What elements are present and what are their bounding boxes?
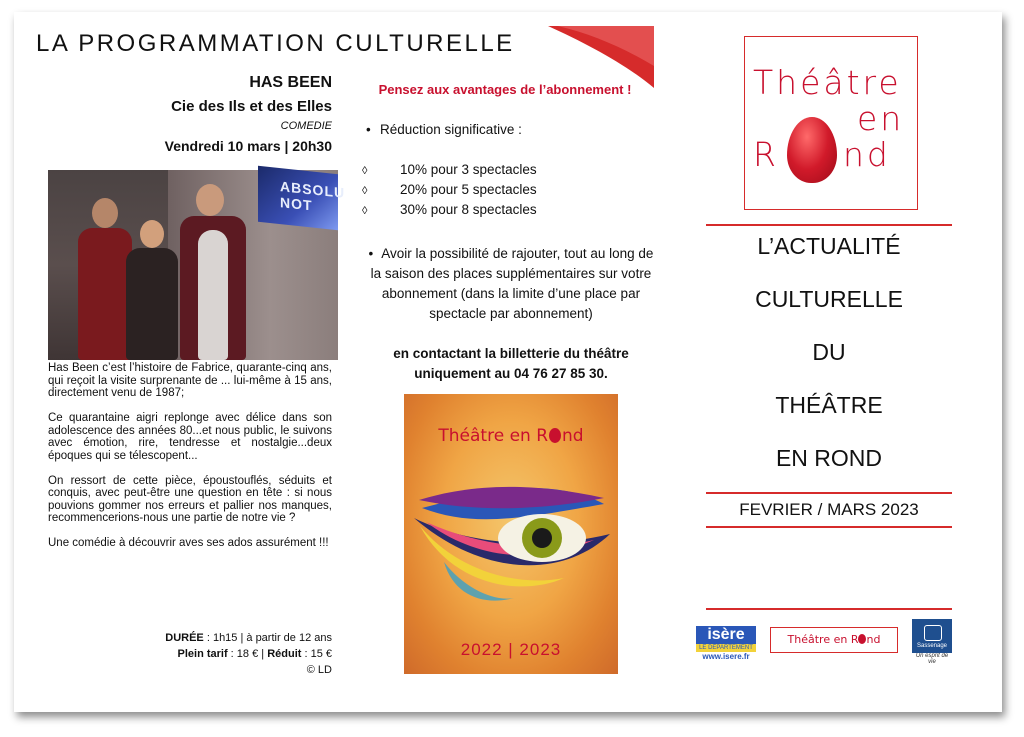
cover-line: EN ROND	[775, 445, 883, 471]
cover-line: THÉÂTRE	[775, 392, 883, 418]
photo-credit: © LD	[306, 664, 332, 676]
show-date: Vendredi 10 mars | 20h30	[164, 138, 332, 154]
season-poster	[404, 394, 618, 674]
show-photo	[48, 170, 346, 360]
red-egg-icon	[787, 117, 837, 183]
isere-logo: isère LE DÉPARTEMENT www.isere.fr	[696, 626, 756, 658]
brochure-sheet	[14, 12, 1002, 712]
extra-places-text: • Avoir la possibilité de rajouter, tout au long de la saison des places supplémentaires sur votre abonnement (dans la limite d’une place par spectacle par abonnement)	[368, 246, 654, 321]
logo-word-theatre: Théâtre	[753, 63, 902, 102]
show-genre: COMEDIE	[280, 120, 332, 132]
logo-word-nd: nd	[843, 135, 891, 174]
divider	[706, 526, 952, 528]
logo-word-en: en	[857, 99, 905, 138]
description-paragraph: On ressort de cette pièce, époustouflés, séduits et conquis, avec peut-être une question en tête : si nous pouvions gommer nos erreurs et pallier nos manques, recommencerions-nous une partie de notre vie ?	[48, 474, 332, 524]
cover-line: CULTURELLE	[755, 286, 903, 312]
description-paragraph: Ce quarantaine aigri replonge avec délice dans son adolescence des années 80...et nous public, le suivons avec émotion, rire, tendresse et nostalgie...deux époques qui se télescopent...	[48, 412, 332, 462]
poster-brand: Théâtre en R nd	[438, 426, 584, 446]
projection-screen: ABSOLU NOT	[258, 166, 338, 230]
poster-season: 2022 | 2023	[460, 640, 562, 659]
show-title: HAS BEEN	[249, 74, 332, 91]
show-company: Cie des Ils et des Elles	[171, 98, 332, 115]
show-prices: Plein tarif : 18 € | Réduit : 15 €	[177, 648, 332, 660]
cover-line: L’ACTUALITÉ	[757, 233, 901, 259]
reduction-item: ◊ 30% pour 8 spectacles	[362, 202, 537, 217]
theatre-logo	[744, 36, 918, 210]
cover-line: DU	[812, 339, 846, 365]
contact-text: en contactant la billetterie du théâtre uniquement au 04 76 27 85 30.	[393, 346, 629, 381]
logo-letter-r: R	[753, 135, 779, 174]
show-duration: DURÉE : 1h15 | à partir de 12 ans	[165, 632, 332, 644]
decorative-corner	[548, 26, 654, 88]
cover-period: FEVRIER / MARS 2023	[739, 500, 919, 519]
description-paragraph: Has Been c’est l’histoire de Fabrice, quarante-cinq ans, qui reçoit la visite surprenante de ... lui-même à 15 ans, directement venu de 1987;	[48, 362, 332, 399]
theatre-badge: Théâtre en R nd	[770, 627, 898, 653]
show-description	[48, 362, 332, 562]
reduction-bullet: • Réduction significative :	[366, 122, 522, 137]
reduction-item: ◊ 10% pour 3 spectacles	[362, 162, 537, 177]
cover-title	[704, 220, 954, 485]
subscription-headline: Pensez aux avantages de l’abonnement !	[378, 82, 632, 97]
sassenage-logo: Sassenage Un esprit de vie	[912, 619, 952, 667]
reduction-item: ◊ 20% pour 5 spectacles	[362, 182, 537, 197]
description-paragraph: Une comédie à découvrir aves ses ados assurément !!!	[48, 537, 329, 549]
programme-heading: LA PROGRAMMATION CULTURELLE	[36, 30, 515, 57]
divider	[706, 492, 952, 494]
eye-illustration	[414, 478, 614, 608]
divider	[706, 608, 952, 610]
